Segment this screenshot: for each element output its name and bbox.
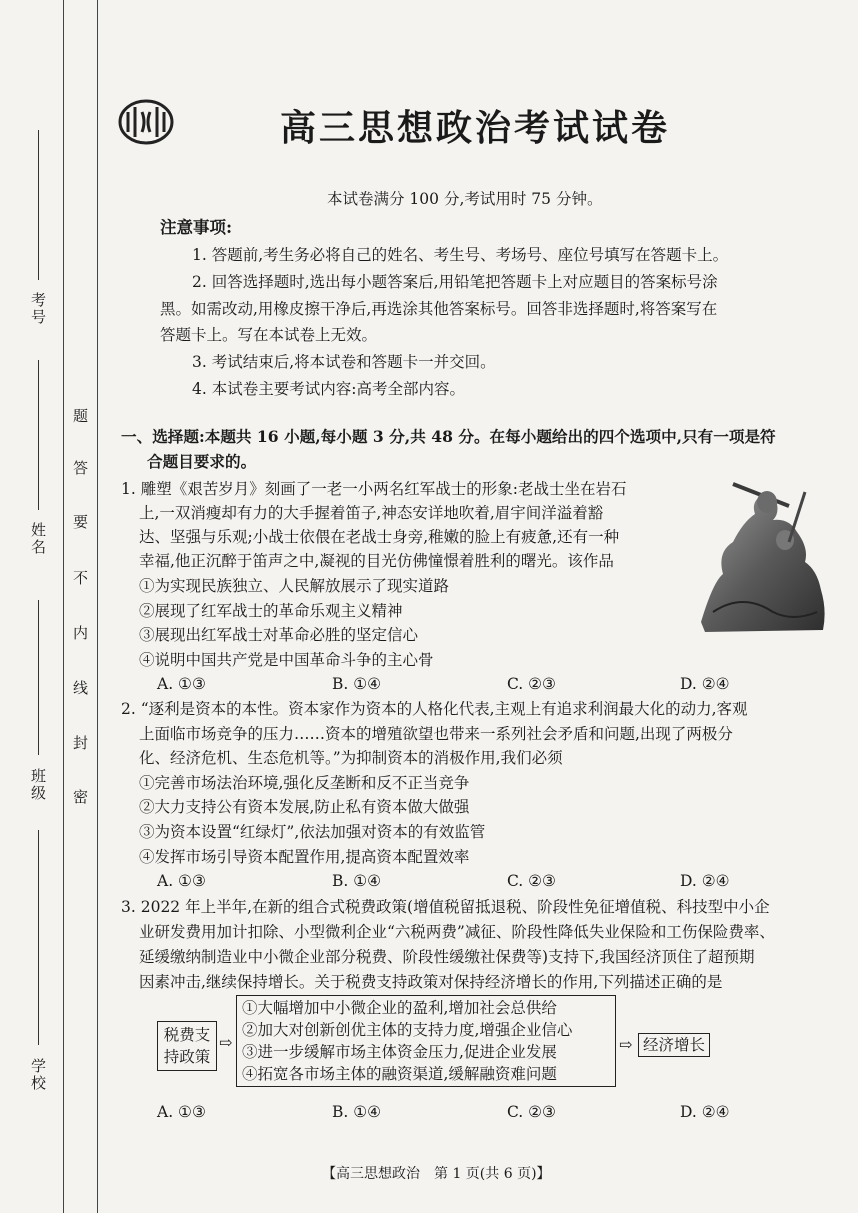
seal-char: 内	[73, 624, 89, 642]
name-label: 姓名	[29, 522, 47, 556]
seal-char: 封	[73, 734, 89, 752]
exam-number-label: 考号	[29, 292, 47, 326]
seal-char: 要	[73, 513, 89, 531]
notice-line: 1. 答题前,考生务必将自己的姓名、考生号、考场号、座位号填写在答题卡上。	[192, 246, 729, 264]
q2-option-c[interactable]: C. ②③	[507, 872, 556, 890]
q2-stem-line: 2. “逐利是资本的本性。资本家作为资本的人格化代表,主观上有追求利润最大化的动力,客观	[121, 700, 748, 718]
q1-option-d[interactable]: D. ②④	[680, 675, 730, 693]
q1-stem-line: 1. 雕塑《艰苦岁月》刻画了一老一小两名红军战士的形象:老战士坐在岩石	[121, 480, 627, 498]
sculpture-image	[693, 462, 831, 640]
q3-stem-line: 延缓缴纳制造业中小微企业部分税费、阶段性缓缴社保费等)支持下,我国经济顶住了超预期	[139, 948, 755, 966]
q1-option-a[interactable]: A. ①③	[157, 675, 206, 693]
name-line[interactable]	[38, 360, 39, 510]
notice-heading: 注意事项:	[160, 218, 233, 237]
q2-option-d[interactable]: D. ②④	[680, 872, 730, 890]
q2-stem-line: 上面临市场竞争的压力……资本的增殖欲望也带来一系列社会矛盾和问题,出现了两极分	[139, 725, 733, 743]
section-heading-cont: 合题目要求的。	[147, 452, 257, 471]
binding-rule-outer	[63, 0, 64, 1213]
exam-number-line[interactable]	[38, 130, 39, 280]
flow-arrow-icon: ⇨	[619, 1035, 633, 1054]
q1-item: ③展现出红军战士对革命必胜的坚定信心	[139, 626, 419, 644]
page-footer: 【高三思想政治 第 1 页(共 6 页)】	[322, 1166, 551, 1182]
q2-item: ①完善市场法治环境,强化反垄断和反不正当竞争	[139, 774, 470, 792]
school-label: 学校	[29, 1058, 47, 1092]
q2-item: ③为资本设置“红绿灯”,依法加强对资本的有效监管	[139, 823, 486, 841]
flow-item: ③进一步缓解市场主体资金压力,促进企业发展	[242, 1043, 557, 1061]
q1-option-c[interactable]: C. ②③	[507, 675, 556, 693]
q3-option-d[interactable]: D. ②④	[680, 1103, 730, 1121]
flow-item: ①大幅增加中小微企业的盈利,增加社会总供给	[242, 999, 557, 1017]
publisher-logo-icon	[118, 98, 174, 146]
q2-item: ②大力支持公有资本发展,防止私有资本做大做强	[139, 798, 470, 816]
section-heading: 一、选择题:本题共 16 小题,每小题 3 分,共 48 分。在每小题给出的四个选项中,只有一项是符	[121, 427, 776, 446]
binding-rule-inner	[97, 0, 98, 1213]
flow-items-box	[236, 995, 616, 1087]
flow-arrow-icon: ⇨	[219, 1033, 233, 1052]
q2-stem-line: 化、经济危机、生态危机等。”为抑制资本的消极作用,我们必须	[139, 749, 563, 767]
seal-char: 答	[73, 459, 89, 477]
q1-option-b[interactable]: B. ①④	[332, 675, 382, 693]
q1-stem-line: 达、坚强与乐观;小战士依偎在老战士身旁,稚嫩的脸上有疲惫,还有一种	[139, 528, 620, 546]
flow-policy-text: 税费支	[163, 1026, 211, 1044]
exam-subtitle: 本试卷满分 100 分,考试用时 75 分钟。	[327, 190, 603, 208]
q2-item: ④发挥市场引导资本配置作用,提高资本配置效率	[139, 848, 470, 866]
q2-option-b[interactable]: B. ①④	[332, 872, 382, 890]
flow-policy-box	[157, 1021, 217, 1071]
seal-char: 不	[73, 569, 89, 587]
notice-line: 4. 本试卷主要考试内容:高考全部内容。	[192, 380, 465, 398]
q3-stem-line: 3. 2022 年上半年,在新的组合式税费政策(增值税留抵退税、阶段性免征增值税、科技型中小企	[121, 898, 770, 916]
flow-item: ④拓宽各市场主体的融资渠道,缓解融资难问题	[242, 1065, 557, 1083]
seal-char: 线	[73, 679, 89, 697]
notice-line: 答题卡上。写在本试卷上无效。	[160, 326, 378, 344]
notice-line: 3. 考试结束后,将本试卷和答题卡一并交回。	[192, 353, 496, 371]
flow-item: ②加大对创新创优主体的支持力度,增强企业信心	[242, 1021, 573, 1039]
class-label: 班级	[29, 768, 47, 802]
q1-item: ①为实现民族独立、人民解放展示了现实道路	[139, 577, 450, 595]
flow-result-box: 经济增长	[638, 1033, 710, 1057]
q1-item: ②展现了红军战士的革命乐观主义精神	[139, 602, 403, 620]
q2-option-a[interactable]: A. ①③	[157, 872, 206, 890]
seal-char: 题	[73, 407, 89, 425]
q3-option-b[interactable]: B. ①④	[332, 1103, 382, 1121]
q3-option-c[interactable]: C. ②③	[507, 1103, 556, 1121]
q1-stem-line: 上,一双消瘦却有力的大手握着笛子,神态安详地吹着,眉宇间洋溢着豁	[139, 504, 604, 522]
q1-item: ④说明中国共产党是中国革命斗争的主心骨	[139, 651, 434, 669]
notice-line: 2. 回答选择题时,选出每小题答案后,用铅笔把答题卡上对应题目的答案标号涂	[192, 273, 718, 291]
school-line[interactable]	[38, 830, 39, 1045]
flow-policy-text: 持政策	[163, 1048, 211, 1066]
class-line[interactable]	[38, 600, 39, 755]
page-title: 高三思想政治考试试卷	[280, 107, 671, 149]
seal-char: 密	[73, 788, 89, 806]
q3-stem-line: 因素冲击,继续保持增长。关于税费支持政策对保持经济增长的作用,下列描述正确的是	[139, 973, 723, 991]
q1-stem-line: 幸福,他正沉醉于笛声之中,凝视的目光仿佛憧憬着胜利的曙光。该作品	[139, 552, 614, 570]
q3-option-a[interactable]: A. ①③	[157, 1103, 206, 1121]
notice-line: 黑。如需改动,用橡皮擦干净后,再选涂其他答案标号。回答非选择题时,将答案写在	[160, 300, 718, 318]
q3-stem-line: 业研发费用加计扣除、小型微利企业“六税两费”减征、阶段性降低失业保险和工伤保险费率、	[139, 923, 775, 941]
